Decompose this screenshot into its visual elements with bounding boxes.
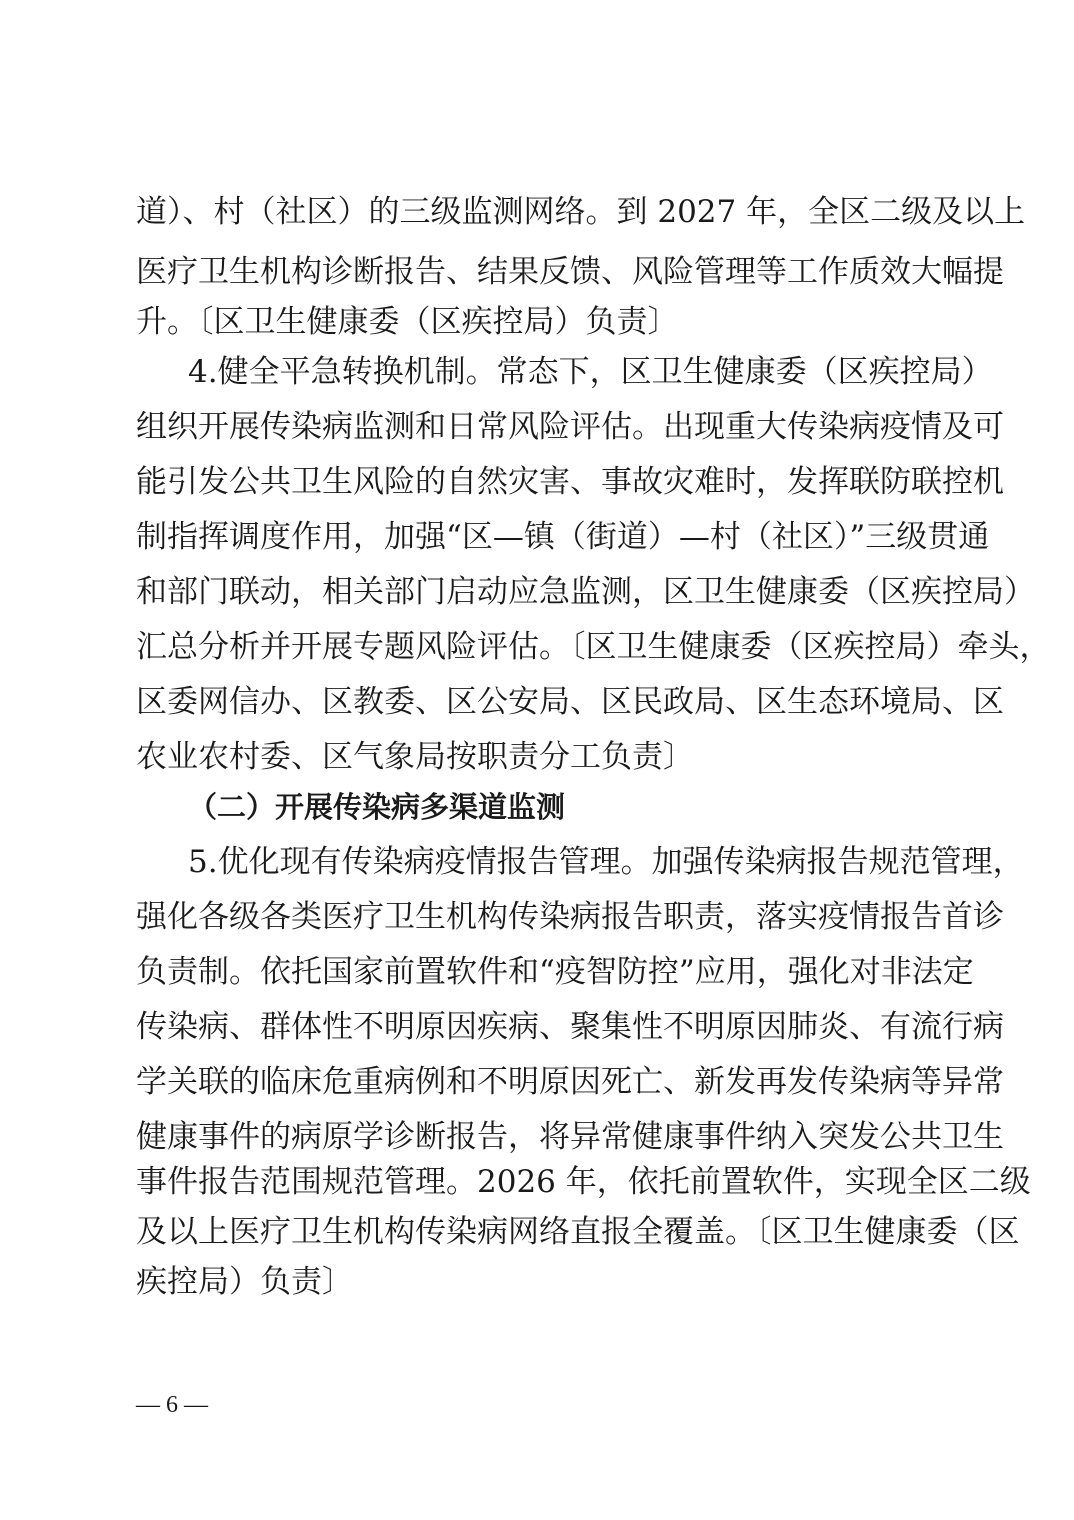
text-line: 负责制。依托国家前置软件和“疫智防控”应用，强化对非法定 <box>136 954 974 990</box>
text-line: 能引发公共卫生风险的自然灾害、事故灾难时，发挥联防联控机 <box>136 464 1004 500</box>
text-line: 强化各级各类医疗卫生机构传染病报告职责，落实疫情报告首诊 <box>136 899 1004 935</box>
text-line: 医疗卫生机构诊断报告、结果反馈、风险管理等工作质效大幅提 <box>136 254 1004 290</box>
text-line: 区委网信办、区教委、区公安局、区民政局、区生态环境局、区 <box>136 684 1004 720</box>
section-heading: （二）开展传染病多渠道监测 <box>188 790 566 824</box>
text-line: 5.优化现有传染病疫情报告管理。加强传染病报告规范管理， <box>188 844 1024 880</box>
text-line: 4.健全平急转换机制。常态下，区卫生健康委（区疾控局） <box>188 354 993 390</box>
text-line: 升。〔区卫生健康委（区疾控局）负责〕 <box>136 304 679 340</box>
text-line: 健康事件的病原学诊断报告，将异常健康事件纳入突发公共卫生 <box>136 1119 1004 1155</box>
text-line: 学关联的临床危重病例和不明原因死亡、新发再发传染病等异常 <box>136 1064 1004 1100</box>
text-line: 汇总分析并开展专题风险评估。〔区卫生健康委（区疾控局）牵头， <box>136 629 1051 665</box>
text-line: 和部门联动，相关部门启动应急监测，区卫生健康委（区疾控局） <box>136 574 1035 610</box>
text-line: 传染病、群体性不明原因疾病、聚集性不明原因肺炎、有流行病 <box>136 1009 1004 1045</box>
page-number: — 6 — <box>136 1392 208 1418</box>
text-line: 事件报告范围规范管理。2026 年，依托前置软件，实现全区二级 <box>136 1164 1031 1200</box>
text-line: 疾控局）负责〕 <box>136 1264 353 1300</box>
text-line: 制指挥调度作用，加强“区—镇（街道）—村（社区）”三级贯通 <box>136 519 990 555</box>
text-line: 道）、村（社区）的三级监测网络。到 2027 年，全区二级及以上 <box>136 194 1026 230</box>
text-line: 及以上医疗卫生机构传染病网络直报全覆盖。〔区卫生健康委（区 <box>136 1214 1020 1250</box>
text-line: 农业农村委、区气象局按职责分工负责〕 <box>136 739 694 775</box>
text-line: 组织开展传染病监测和日常风险评估。出现重大传染病疫情及可 <box>136 409 1004 445</box>
